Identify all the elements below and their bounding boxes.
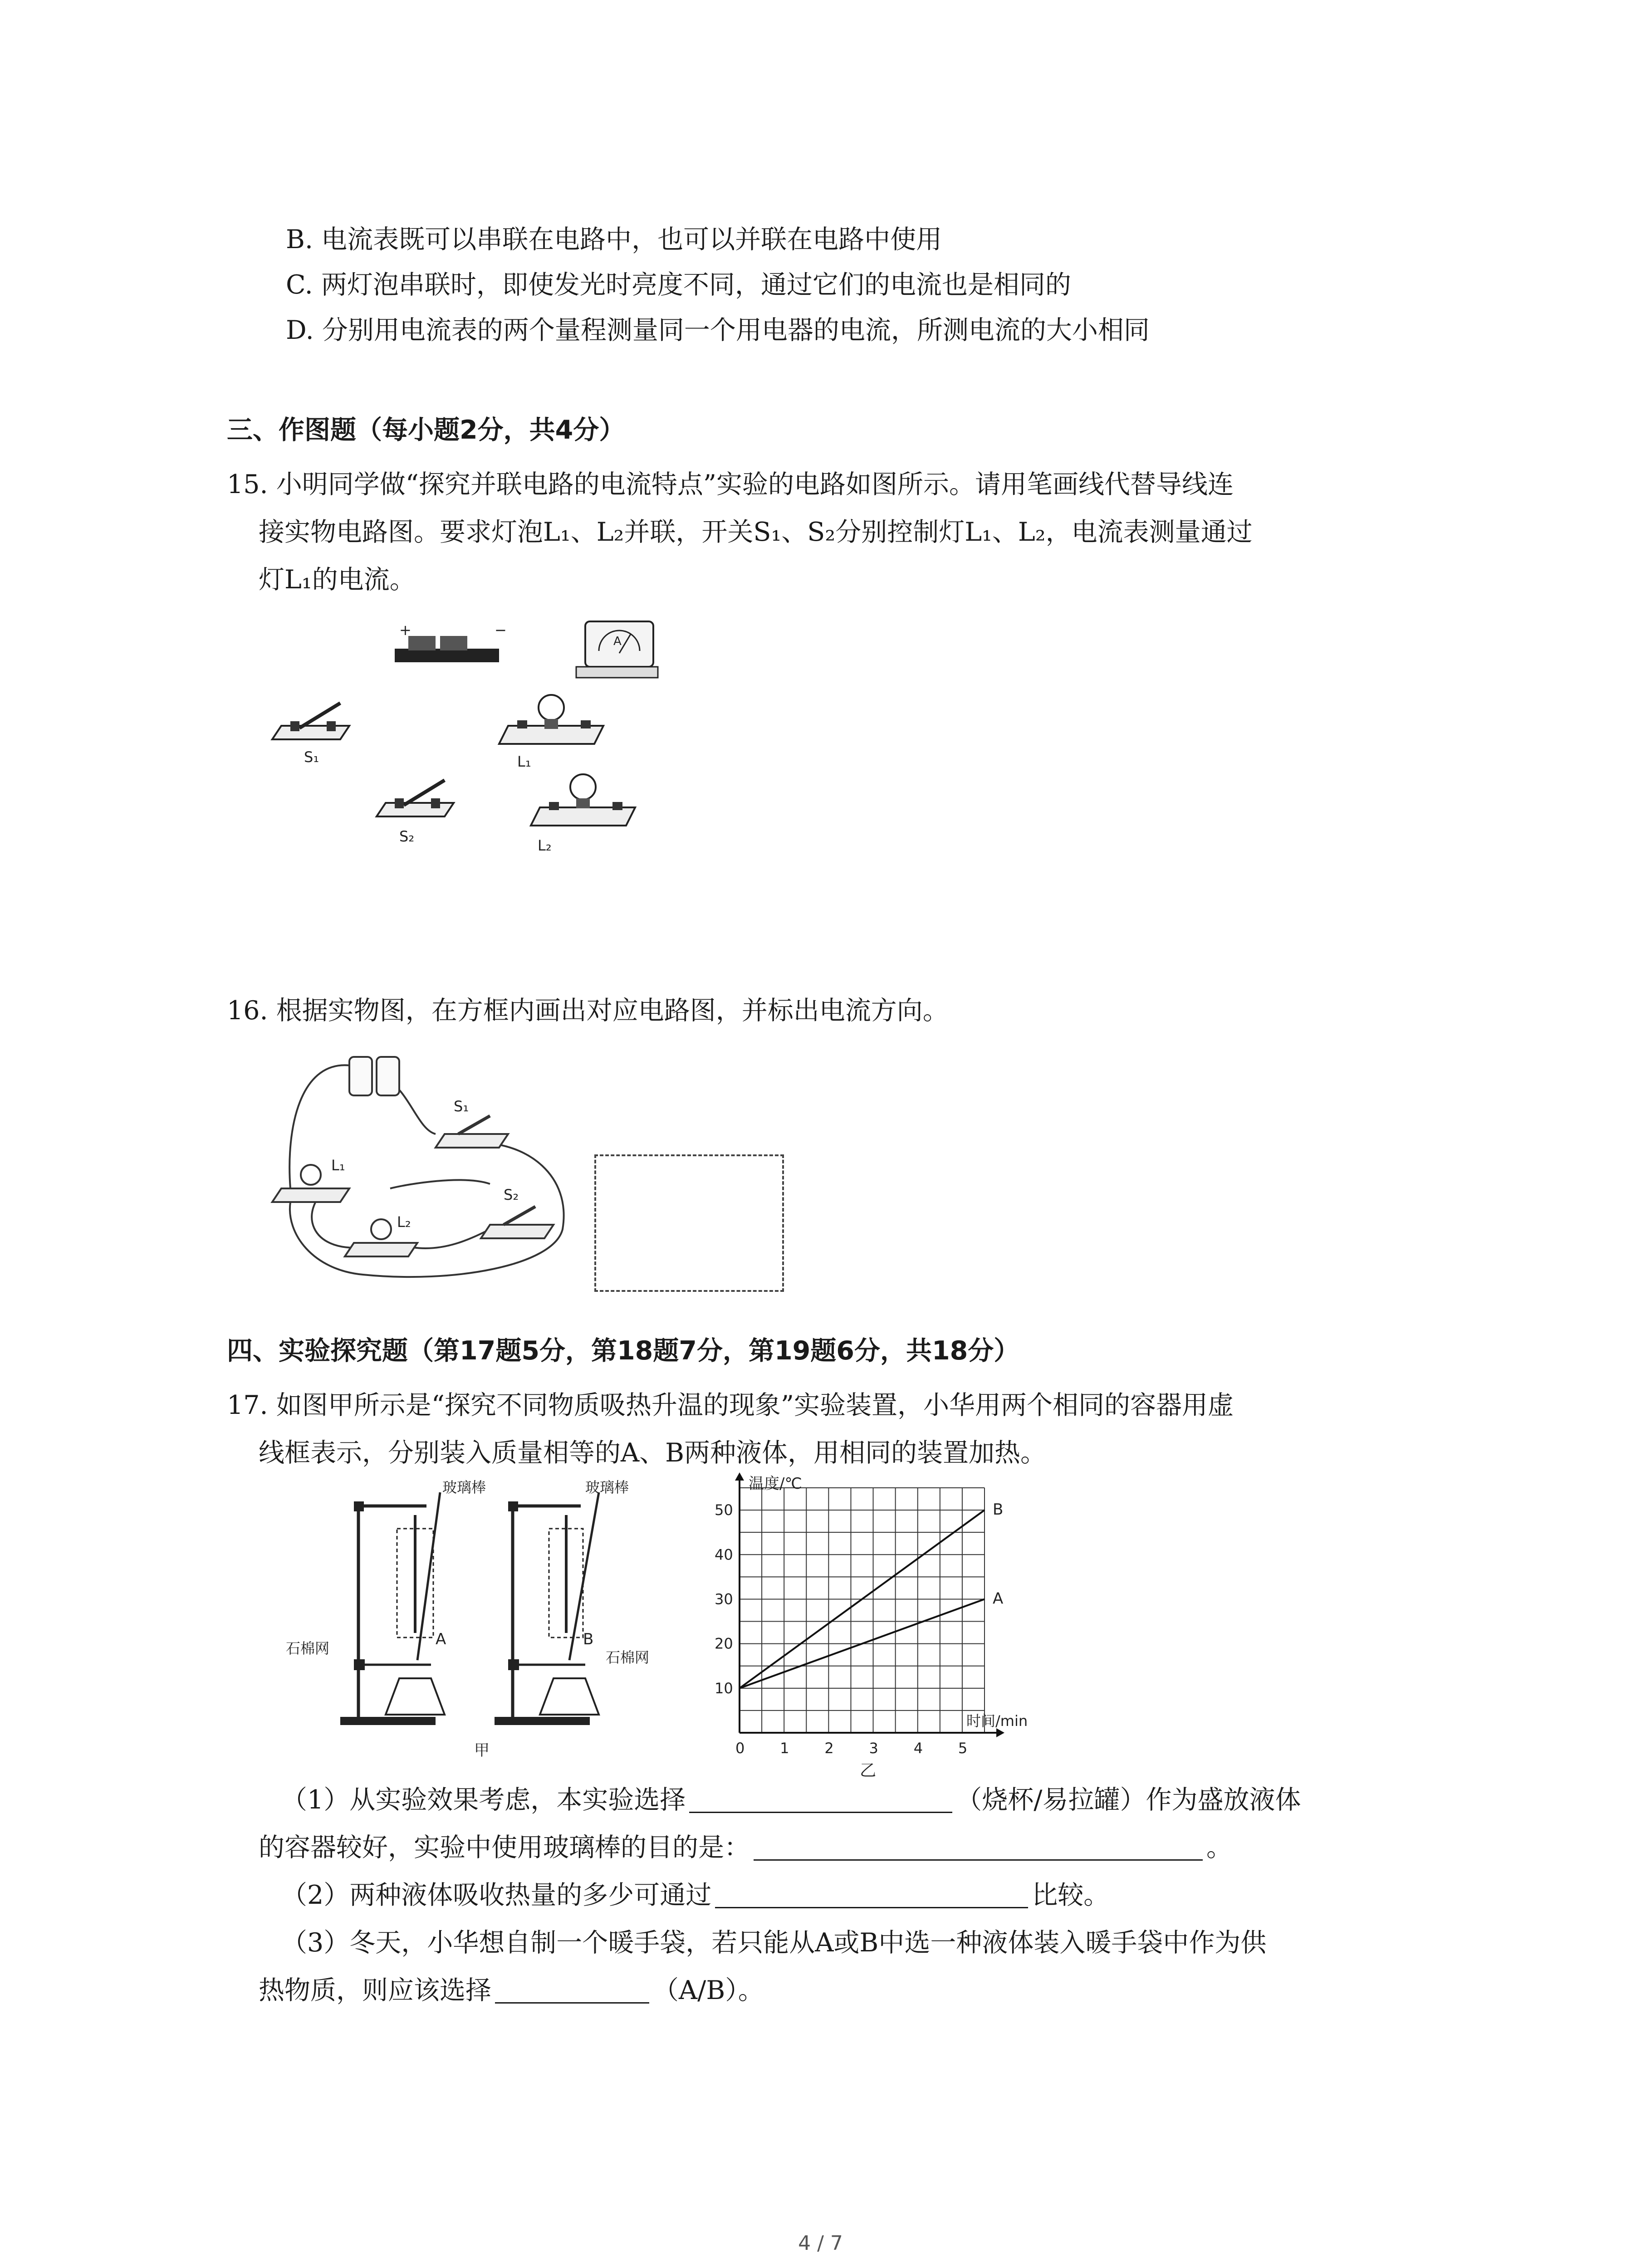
- q16-l2-label: L₂: [397, 1213, 411, 1231]
- q16-s1-label: S₁: [454, 1098, 469, 1115]
- option-d: D. 分别用电流表的两个量程测量同一个用电器的电流，所测电流的大小相同: [286, 315, 1150, 345]
- q16-switch-s1: [436, 1098, 508, 1148]
- y-tick-label: 20: [715, 1635, 733, 1652]
- q15-line-2: 接实物电路图。要求灯泡L₁、L₂并联，开关S₁、S₂分别控制灯L₁、L₂，电流表测量通过: [259, 517, 1253, 547]
- glass-rod-purpose-blank[interactable]: [754, 1837, 1203, 1861]
- apparatus-caption: 甲: [474, 1741, 490, 1760]
- q16-battery: [349, 1057, 399, 1095]
- q17-part1-line2: [259, 1835, 1232, 1861]
- q16-l1-label: L₁: [331, 1157, 345, 1174]
- stand-right: [495, 1479, 649, 1725]
- container-answer-blank[interactable]: [689, 1789, 952, 1813]
- x-tick-label: 0: [735, 1740, 745, 1757]
- q16-s2-label: S₂: [504, 1186, 519, 1203]
- y-tick-label: 30: [715, 1590, 733, 1608]
- q16-wires: [289, 1065, 563, 1277]
- l2-label: L₂: [538, 837, 552, 854]
- q17-part3-text-c: （A/B）。: [653, 1975, 764, 2005]
- ammeter-label: A: [613, 635, 622, 648]
- q17-part1-line1: [281, 1787, 1301, 1813]
- bulb-l1: [499, 695, 603, 770]
- ammeter: [576, 621, 658, 678]
- x-tick-label: 3: [869, 1740, 878, 1757]
- liquid-b-label: B: [583, 1630, 594, 1648]
- q15-line-1: 15. 小明同学做“探究并联电路的电流特点”实验的电路如图所示。请用笔画线代替导线连: [227, 469, 1234, 499]
- s2-label: S₂: [399, 828, 415, 845]
- bulb-l2: [531, 774, 635, 854]
- temperature-time-chart: [699, 1475, 1071, 1780]
- x-axis-arrow: [996, 1728, 1004, 1737]
- q17-part1-text-d: 。: [1206, 1833, 1232, 1862]
- q16-bulb-l2: [345, 1213, 417, 1256]
- section-4-heading: 四、实验探究题（第17题5分，第18题7分，第19题6分，共18分）: [227, 1336, 1020, 1366]
- y-tick-label: 10: [715, 1679, 733, 1697]
- y-tick-label: 40: [715, 1546, 733, 1564]
- q17-part1-text-b: （烧杯/易拉罐）作为盛放液体: [956, 1785, 1301, 1815]
- chart-caption: 乙: [860, 1761, 877, 1780]
- heat-comparison-blank[interactable]: [715, 1884, 1028, 1908]
- x-tick-label: 1: [780, 1740, 789, 1757]
- battery-minus-label: −: [495, 621, 507, 639]
- q17-line-2: 线框表示，分别装入质量相等的A、B两种液体，用相同的装置加热。: [259, 1438, 1047, 1468]
- q17-part1-text-a: （1）从实验效果考虑，本实验选择: [281, 1785, 686, 1815]
- battery: [395, 621, 507, 662]
- q16-text: 16. 根据实物图，在方框内画出对应电路图，并标出电流方向。: [227, 996, 949, 1026]
- q17-part2-text-b: 比较。: [1032, 1880, 1110, 1910]
- rod-label-right: 玻璃棒: [585, 1479, 629, 1496]
- x-tick-label: 4: [913, 1740, 923, 1757]
- series-label-a: A: [993, 1589, 1004, 1608]
- gauze-label-left: 石棉网: [286, 1640, 330, 1657]
- liquid-a-label: A: [436, 1630, 446, 1648]
- y-axis-title: 温度/℃: [749, 1475, 802, 1493]
- q17-part3-line1: （3）冬天，小华想自制一个暖手袋，若只能从A或B中选一种液体装入暖手袋中作为供: [281, 1928, 1267, 1958]
- y-tick-label: 50: [715, 1501, 733, 1519]
- option-b: B. 电流表既可以串联在电路中，也可以并联在电路中使用: [286, 225, 942, 254]
- rod-label-left: 玻璃棒: [442, 1479, 486, 1496]
- s1-label: S₁: [304, 748, 319, 766]
- section-3-heading: 三、作图题（每小题2分，共4分）: [227, 415, 625, 445]
- q15-components-figure: [272, 612, 681, 866]
- q16-bulb-l1: [272, 1157, 349, 1202]
- q17-part3-line2: [259, 1975, 764, 2005]
- circuit-answer-box[interactable]: [594, 1154, 784, 1292]
- series-label-b: B: [993, 1501, 1004, 1519]
- battery-plus-label: +: [399, 621, 411, 639]
- option-c: C. 两灯泡串联时，即使发光时亮度不同，通过它们的电流也是相同的: [286, 270, 1071, 300]
- y-axis-arrow: [735, 1472, 744, 1481]
- x-axis-title: 时间/min: [966, 1712, 1028, 1730]
- x-tick-label: 2: [824, 1740, 834, 1757]
- q17-apparatus-figure: [281, 1479, 690, 1760]
- q16-switch-s2: [481, 1186, 554, 1238]
- stand-left: [286, 1479, 486, 1725]
- switch-s1: [272, 703, 349, 766]
- q17-line-1: 17. 如图甲所示是“探究不同物质吸热升温的现象”实验装置，小华用两个相同的容器用虚: [227, 1390, 1234, 1420]
- q17-part2-line: [281, 1882, 1109, 1908]
- page-number: 4 / 7: [798, 2232, 843, 2255]
- x-tick-label: 5: [958, 1740, 968, 1757]
- gauze-label-right: 石棉网: [606, 1649, 650, 1666]
- liquid-choice-blank[interactable]: [495, 1980, 649, 2004]
- l1-label: L₁: [517, 753, 531, 770]
- q17-part3-text-b: 热物质，则应该选择: [259, 1975, 491, 2005]
- q17-part1-text-c: 的容器较好，实验中使用玻璃棒的目的是：: [259, 1833, 750, 1862]
- q17-part2-text-a: （2）两种液体吸收热量的多少可通过: [281, 1880, 712, 1910]
- switch-s2: [377, 780, 454, 845]
- q15-line-3: 灯L₁的电流。: [259, 565, 416, 595]
